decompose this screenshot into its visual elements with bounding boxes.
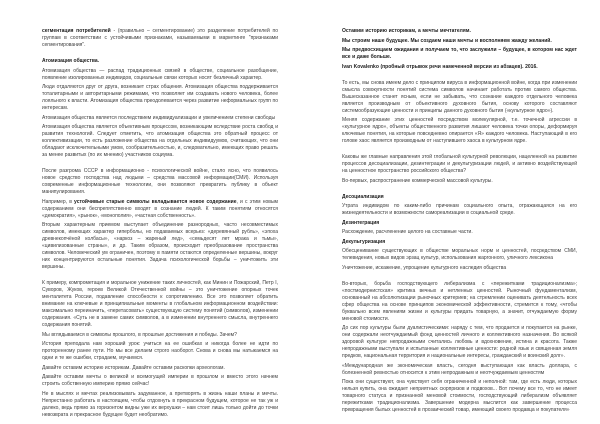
text-run: Люди отдаляются друг от друга, возникает страх общения. Атомизация общества поддерживается тоталитарными и авторитарными режимами, что позволяет им создавать нового человека, более лояльного к власти. Атомизация общества преодолевается через развитие неформальных групп по интересам. [42, 84, 278, 111]
paragraph [42, 374, 278, 388]
paragraph [342, 194, 577, 201]
text-run: После разгрома СССР в информационно - психологической войне, стало ясно, что появилось новое средство господства над людьми – средства массовой информации(СМИ). Используя современные информационные технологии, они позволяют превратить публику в объект манипулирования. [42, 168, 278, 195]
text-run: Утрата индивидом по каким-либо причинам социального опыта, отражающаяся на его жизнедеятельности и возможности самореализации в социальной среде. [342, 203, 577, 216]
text-run: Давайте оставим историю историкам. Давайте оставим раскопки археологам. [42, 364, 225, 371]
bold-text-run: сегментация потребителей [42, 28, 111, 34]
paragraph [42, 199, 278, 220]
text-run: История преподала нам хороший урок: учиться на ее ошибках и никогда более не идти по проторенному ранее пути. Но мы все делаем строго наоборот. Снова и снова мы натыкаемся на одни и те же ошибки, страдаем, мучаемся. [42, 341, 278, 361]
paragraph [42, 341, 278, 362]
text-run: Атомизация общества является объективным процессом, возникающим вследствие роста свобод и развития технологий. Следует отметить, что атомизация общества это обратный процесс от коллективизации, то есть разложение общества на отдельных индивидуумов, считающих, что они обладают исключительными умом, сообразительностью, и, следовательно, имеющих право решать за менее развитых (по их мнению) участников социума. [42, 124, 278, 158]
paragraph [342, 154, 577, 175]
text-run: Пока они существуют, она чувствует себя ограниченной и неполной: там, где есть люди, которых нельзя купить, она ожидает неприятных сюрпризов и подвохов... Вот почему все то, что не имеет товарного статуса и признанной меновой стоимости, господствующий либерализм объявляет пережитками традиционализма. Завершение модерна мыслится как завершение процесса превращения былых ценностей в прозаический товар, имеющий своего продавца и покупателя» [342, 379, 577, 413]
bold-text-run: Атомизация общества. [42, 58, 100, 64]
paragraph [342, 229, 577, 236]
bold-text-run: Десоциализация [342, 193, 384, 200]
paragraph [342, 117, 577, 145]
bold-text-run: Декультуризация [342, 238, 386, 245]
text-run: - (правильно – сегментирование) это разделение потребителей по группам в соответствии с устойчивыми признаками, называемыми в маркетинге "признаками сегментирования". [42, 28, 278, 48]
paragraph [342, 239, 577, 246]
paragraph [42, 222, 278, 271]
bold-text-run: Ivan Kovalenko (пробный отрывок речи намеченной версии из абзацев). 2016. [342, 63, 538, 70]
text-run: Обесценивание существующих в обществе моральных норм и ценностей, посредством СМИ, телевидения, новых видов эрзац культур, использования жаргонного, уличного лексикона [342, 248, 577, 261]
paragraph [342, 64, 577, 71]
paragraph [42, 332, 278, 339]
paragraph [342, 178, 577, 185]
paragraph [342, 281, 577, 323]
paragraph [342, 220, 577, 227]
text-run: Вторым характерным приемом выступает объединение разнородных, часто несовместимых символов, имеющих характер гиперболы, но подаваемых всерьез: «деревянный рубль», «эпоха древнекопчёной колбасы», «наркоз – жареный лед», «семьдесят лет мрака и тьмы», «цивилизованные страны», и др. Таким образом, происходит преобразование пространства символов. Человеческий ум ограничен, поэтому в памяти остаются определенные вершины, вокруг них концентрируются остальные понятия. Задача психологической борьбы – уничтожить эти вершины. [42, 222, 278, 270]
text-run: Например, в [42, 198, 75, 205]
bold-text-run: устойчивые старые символы вкладывается новое содержание [74, 198, 237, 205]
text-run: Не в мыслях и мечтах реализовывать задуманное, а претворять в жизнь наши планы и мечты. Непрестанно работать в настоящем, чтобы отдохнуть в прекрасном будущем, которое не так уж и далеко, ведь прямо за горизонтом видны уже их верхушки – нам стоит лишь только дойти до точки невозврата и прекрасное будущее будет необратимо. [42, 390, 278, 418]
paragraph [342, 80, 577, 115]
text-run: «Международная же экономическая власть, сегодня выступающая как власть доллара, с болезненной ревностью относится к этим непродажным и неотчуждаемым ценностям [342, 362, 577, 376]
paragraph [42, 58, 278, 65]
right-column [342, 28, 577, 421]
paragraph [342, 325, 577, 360]
paragraph [42, 84, 278, 112]
paragraph [42, 68, 278, 82]
paragraph [342, 47, 577, 61]
paragraph [42, 28, 278, 49]
text-run: Во-первых, распространение коммерческой массовой культуры. [342, 177, 493, 184]
text-run: Атомизация общества является последствием индивидуализации и увеличением степени свободы [42, 114, 276, 121]
text-run: Во-вторых, борьба господствующего либерализма с «пережитками традиционализма»; «постмодернистская» критика вечных и нетленных ценностей. Рыночный фундаментализм, основанный на абсолютизации рыночных критериев; на стремлении оценивать деятельность всех сфер общества на основе принципов экономической эффективности, стремится к тому, «чтобы буквально всем явлениям жизни и культуры придать товарную, а значит, отчуждаемую форму меновой стоимости. [342, 280, 577, 322]
paragraph [42, 168, 278, 196]
paragraph [42, 115, 278, 122]
text-run: , и с этим новым содержанием они беспрепятственно входят в сознание людей. К таким понятиям относятся «демократия», «рынок», «монополия», «частная собственность». [42, 198, 278, 219]
paragraph [342, 363, 577, 377]
paragraph [342, 379, 577, 414]
paragraph [42, 365, 278, 372]
paragraph [342, 28, 577, 35]
bold-text-run: Оставим историю историкам, а мечты мечтателям. [342, 28, 471, 34]
text-run: То есть, мы снова имеем дело с принципом вируса в информационной войне, когда при изменении смысла совокупности понятий система символов начинает работать против самого общества. Вышесказанное станет ясным, если не забывать, что сознание каждого отдельного человека является производным от объективного духовного бытия, основу которого составляют системообразующие ценности и принципы данного духовного бытия («культурное ядро»). [342, 79, 577, 114]
paragraph [42, 391, 278, 419]
bold-text-run: Мы предвосхищаем ожидания и получаем то, что заслужили – будущее, в котором нас ждет все и даже больше. [342, 47, 577, 60]
paragraph [42, 280, 278, 329]
paragraph [342, 248, 577, 262]
document-content [42, 28, 578, 421]
text-run: Каковы же главные направления этой глобальной культурной революции, нацеленной на развитие процессов десоциализации, дезинтеграции и декультуризации людей, и активно воздействующей на ценностное пространство российского общества? [342, 154, 577, 174]
text-run: Меняя содержание этих ценностей посредством молекулярной, т.е. точечной агрессии в «культурное ядро», объекты общественного развития лишают человека точки опоры, деформируя ключевые понятия, на которые повседневно опирается «Я» каждого человека. Наступающий в его голове хаос является производным от наступившего хаоса в культурном ядре. [342, 117, 577, 144]
text-run: Мы вглядываемся в символы прошлого, в прошлые достижения и победы. Зачем? [42, 331, 237, 338]
text-run: До сих пор культуры были дуалистическими: наряду с тем, что продается и покупается на рынке, они содержали неотчуждаемый фонд ценностей личного и коллективного назначения. Во всякой здоровой культуре непродажными считались любовь и вдохновение, истина и красота. Также непродажными выступали и испытанные коллективные ценности: родной язык и священная земля предков, национальная территория и национальные интересы, гражданский и воинский долг». [342, 325, 577, 359]
left-column [42, 28, 278, 421]
bold-text-run: Мы строим наше будущее. Мы создаем наши мечты и восполняем жажду желаний. [342, 37, 552, 44]
paragraph [342, 38, 577, 45]
text-run: Атомизация общества — распад традиционных связей в обществе, социальное разобщение, появление изолированных индивидов, социальные связи которых носят безличный характер. [42, 67, 278, 81]
paragraph [342, 265, 577, 272]
bold-text-run: Дезинтеграция [342, 219, 380, 226]
paragraph [342, 203, 577, 217]
text-run: Уничтожение, искажение, упрощение культурного наследия общества [342, 264, 507, 271]
text-run: К примеру, компрометация и моральное унижение таких личностей, как Минин и Пожарский, Петр I, Суворов, Жуков, героев Великой Отечественной войны – это уничтожение опорных точек менталитета России, подавление способности к сопротивлению. Все это позволяет обратить внимание на ключевые и принципиальные моменты в глобальном информационном воздействии: максимально переиначить, «перетасовать» существующую систему понятий (символов), изменении содержания. «Суть не в замене самих символов, а в изменении внутреннего смысла, внутреннего содержания понятий. [42, 280, 278, 328]
text-run: Расхождение, расчленение целого на составные части. [342, 229, 473, 235]
paragraph [42, 124, 278, 159]
text-run: Давайте оставим мечты о великой и всемогущей империи в прошлом и вместо этого начнем строить собственную империю прямо сейчас! [42, 374, 278, 387]
